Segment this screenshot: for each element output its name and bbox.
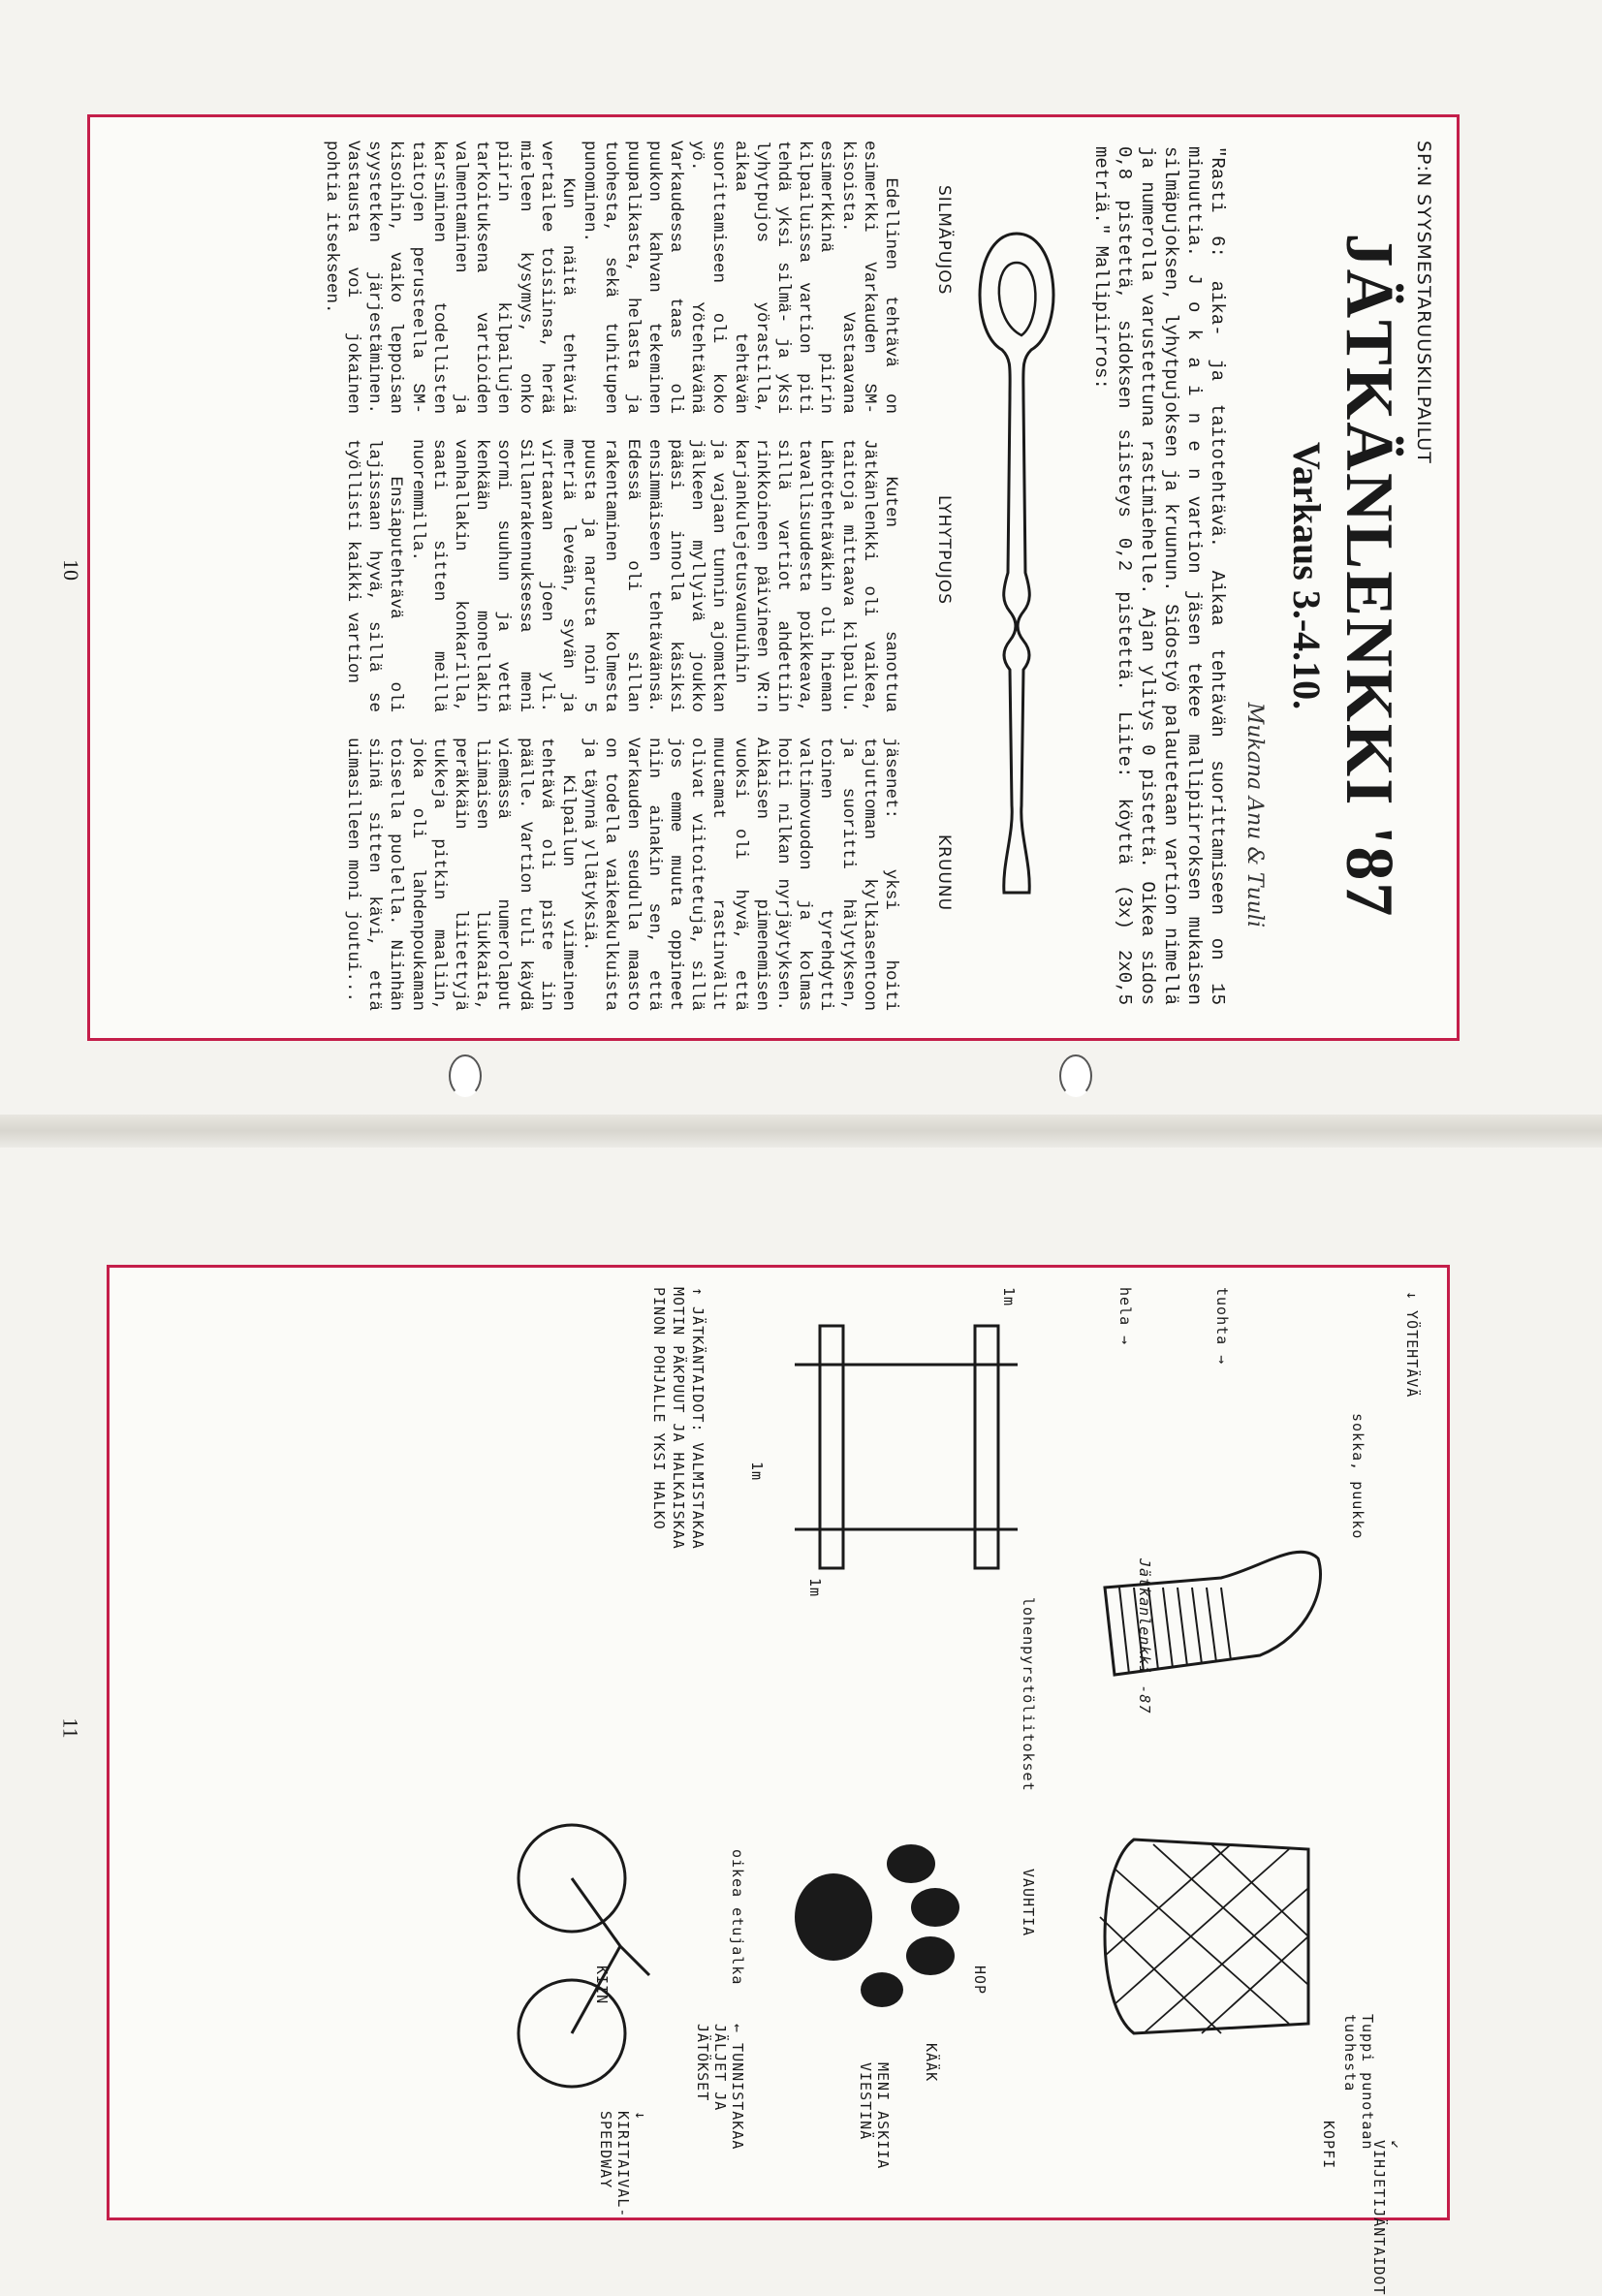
- label-kruunu: KRUUNU: [934, 834, 954, 912]
- knife-drawing: [1085, 1442, 1337, 1791]
- label-tuohta: tuohta →: [1213, 1287, 1231, 1366]
- page-10: [87, 114, 1460, 1041]
- page-10-content: [91, 117, 1454, 1034]
- label-1m-a: 1m: [1000, 1287, 1018, 1307]
- column-2: [321, 439, 901, 712]
- paragraph: jäsenet: yksi hoiti tajuttoman kylkiasentoon ja suoritti hälytyksen, toinen tyrehdytti valtimovuodon ja kolmas hoiti nilkan nyrjäytyksen. Aikaisen pimenemisen vuoksi oli hyvä, että muutamat rastinvälit olivat viitoitetuja, sillä jos emme muuta oppineet niin ainakin sen, että Varkauden seudulla maasto on todella vaikeakulkuista ja täynnä yllätyksiä.: [580, 738, 900, 1011]
- byline: Mukana Anu & Tuuli: [1242, 702, 1267, 928]
- rope-splice-drawing: [954, 224, 1080, 922]
- page-number-11: 11: [58, 1717, 83, 1739]
- label-oikea-etujalka: oikea etujalka: [729, 1849, 746, 1986]
- label-jatkantaidot: ↑ JÄTKÄNTAIDOT: VALMISTAKAA MOTIN PÄKPUUT JA HALKAISKAA PINON POHJALLE YKSI HALKO: [650, 1287, 707, 1550]
- label-kopfi: KOPFI: [1320, 2121, 1337, 2170]
- column-1: [321, 141, 901, 414]
- label-kiin: KIIN: [593, 1966, 611, 2005]
- page-11-content: [110, 1268, 1444, 2296]
- label-yotehtava: ↓ YÖTEHTÄVÄ: [1403, 1291, 1421, 1399]
- paragraph: Edellinen tehtävä on esimerkki Varkauden SM-kisoista. Vastaavana esimerkkinä piirin kilpailuissa vartion piti tehdä yksi silmä- ja yksi lyhytpujos yörastilla, aikaa tehtävän suorittamiseen oli koko yö. Yötehtävänä Varkaudessa taas oli puukon kahvan tekeminen puupalikasta, helasta ja tuohesta, sekä tuhitupen punominen.: [580, 141, 900, 414]
- article-subtitle: Varkaus 3.-4.10.: [1285, 441, 1329, 710]
- knot-drawing: [915, 156, 1080, 995]
- label-hela: hela →: [1116, 1287, 1134, 1346]
- paragraph: Kun näitä tehtäviä vertailee toisiinsa, herää mieleen kysymys, onko piirin kilpailujen tarkoituksena vartioiden valmentaminen ja karsiminen todellisten taitojen perusteella SM-kisoihin, vaiko leppoisan syystetken järjestäminen. Vastausta voi jokainen pohtia itsekseen.: [321, 141, 578, 414]
- label-kiritaival: ↓ KIRITAIVAL-SPEEDWAY: [597, 2111, 649, 2218]
- sheath-drawing: [1076, 1810, 1328, 2062]
- knife-inscription: Jätkänlenkki -87: [1136, 1558, 1153, 1714]
- article-body: [321, 141, 901, 1011]
- bicycle-drawing: [504, 1810, 688, 2101]
- article-title: JÄTKÄNLENKKI '87: [1332, 233, 1406, 919]
- column-3: [321, 738, 901, 1011]
- paragraph: Kuten sanottua Jätkänlenkki oli vaikea, taitoja mittaava kilpailu. Lähtötehtäväkin oli hieman tavallisuudesta poikkeava, sillä vartiot ahdettiin rinkkoineen päivineen VR:n karjankulejetusvaunuihin ja vajaan tunnin ajomatkan jälkeen myllyivä joukko pääsi innolla käsiksi ensimmäiseen tehtäväänsä. Edessä oli sillan rakentaminen kolmesta puusta ja narusta noin 5 metriä leveän, syvän ja virtaavan joen yli. Sillanrakennuksessa meni sormi suuhun ja vettä kenkään monellakin vanhallakin konkarilla, saati sitten meillä nuoremmilla.: [407, 439, 900, 712]
- label-silmapujos: SILMÄPUJOS: [934, 185, 954, 296]
- punch-hole-left: [449, 1054, 482, 1097]
- punch-hole-right: [1059, 1054, 1092, 1097]
- paragraph: Kilpailun viimeinen tehtävä oli piste iin päälle. Vartion tuli käydä viemässä numerolaput liimaisen liukkaita, peräkkäin liitettyjä tukkeja pitkin maaliin, joka oli lahdenpoukaman toisella puolella. Niinhän siinä sitten kävi, että uimasilleen moni joutui...: [342, 738, 578, 1011]
- label-lyhytpujos: LYHYTPUJOS: [934, 495, 954, 606]
- page-number-10: 10: [59, 559, 83, 581]
- paragraph: Ensiaputehtävä oli lajissaan hyvä, sillä se työllisti kaikki vartion: [342, 439, 406, 712]
- label-hop: HOP: [971, 1966, 989, 1996]
- label-tunnistakaa: ← TUNNISTAKAA JÄLJET JA JÄTÖKSET: [694, 2024, 746, 2151]
- intro-quote: "Rasti 6: aika- ja taitotehtävä. Aikaa tehtävän suorittamiseen on 15 minuuttia. J o k a i n e n vartion jäsen tekee mallipiirroksen mukaisen silmäpujoksen, lyhytpujoksen ja kruunun. Sidostyö palautetaan vartion nimellä ja numerolla varustettuna rastimiehelle. Ajan ylitys 0 pistettä. Oikea sidos 0,8 pistettä, sidoksen siisteys 0,2 pistettä. Liite: köyttä (3x) 2x0,5 metriä." Mallipiirros:: [1090, 146, 1228, 1005]
- page-fold: [0, 1115, 1602, 1148]
- label-tuppi: Tuppi punotaan tuohesta: [1341, 2014, 1376, 2151]
- log-pile-drawing: [775, 1306, 1027, 1617]
- series-heading: SP:N SYYSMESTARUUSKILPAILUT: [1413, 141, 1434, 464]
- label-kaak: KÄÄK: [923, 2043, 940, 2083]
- label-lohenpyrsto: lohenpyrstöliitokset: [1020, 1597, 1037, 1792]
- label-1m-c: 1m: [806, 1578, 824, 1598]
- page-11: [107, 1265, 1450, 2296]
- label-sokka: sokka, puukko: [1349, 1413, 1366, 1540]
- label-1m-b: 1m: [748, 1462, 766, 1482]
- label-vihjetaidot: ↙ VIHJETIJÄNTAIDOT: [1370, 2140, 1405, 2296]
- label-vauhtia: VAUHTIA: [1020, 1869, 1037, 1937]
- label-meni-askia: MENI ASKIIA VIESTINÄ: [857, 2062, 892, 2170]
- paw-print-drawing: [756, 1810, 989, 2024]
